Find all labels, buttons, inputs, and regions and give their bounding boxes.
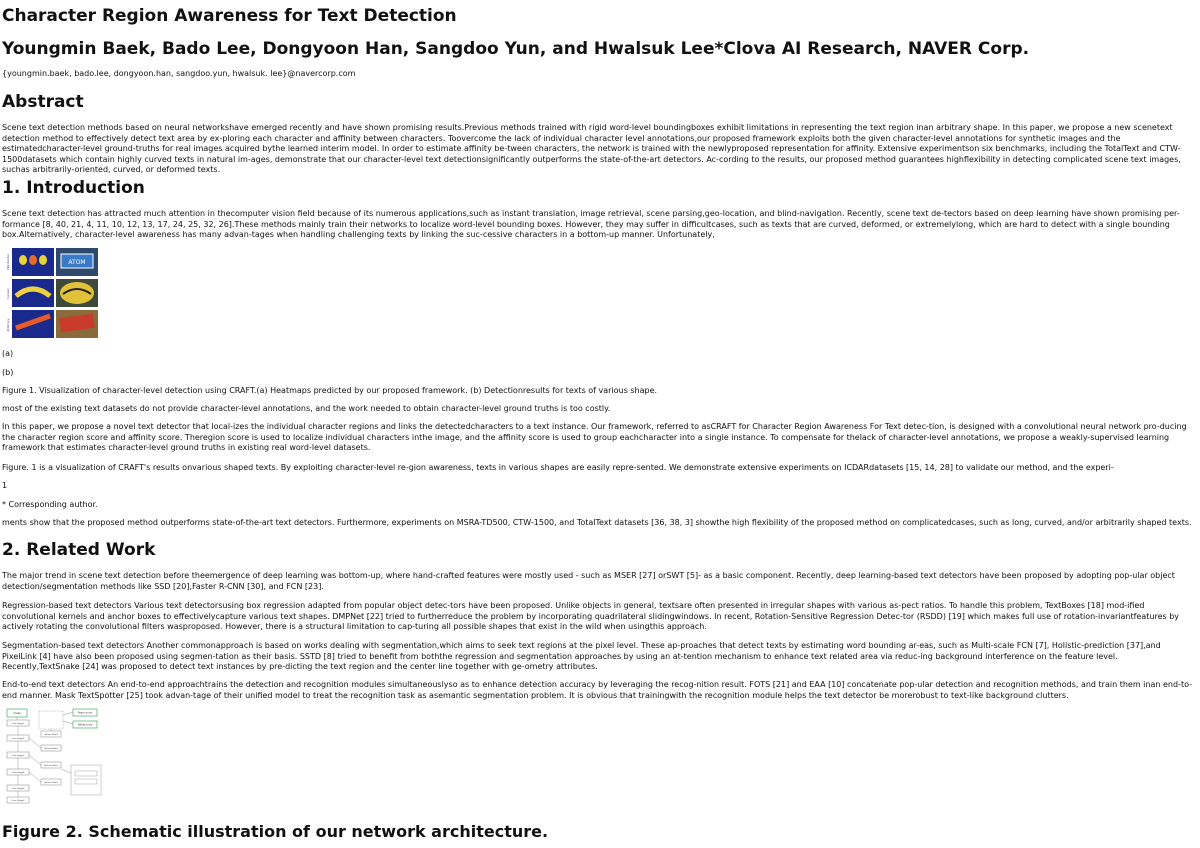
footnote-number: 1: [2, 481, 8, 490]
figure-1-image: [6, 246, 100, 340]
intro-heading: 1. Introduction: [2, 178, 145, 198]
fig1-sign-text: ATOM: [68, 259, 86, 266]
intro-paragraph-5: ments show that the proposed method outperforms state-of-the-art text detectors. Furthermore, experiments on MSRA-TD500, CTW-1500, and TotalText datasets [36, 38, 3] showthe high flexibility of the proposed method on complicatedcases, such as long, curved, and/or arbitrarily shaped texts.: [2, 518, 1192, 527]
fig2-output-label: Region score: [77, 711, 93, 715]
paper-title: Character Region Awareness for Text Detection: [2, 6, 457, 26]
fig2-upconv-label: UpConv Block: [44, 748, 58, 750]
fig2-upconv-label: UpConv Block: [44, 765, 58, 767]
fig1-row-label: Arbitrary: [6, 318, 10, 332]
fig2-upconv-label: UpConv Block: [44, 782, 58, 784]
fig2-conv-label: Conv Stage6: [11, 800, 25, 802]
intro-paragraph-1: Scene text detection has attracted much attention in thecomputer vision field because of its numerous applications,such as instant translation, image retrieval, scene parsing,geo-location, and blind-navigation. Recently, scene text de-tectors based on deep learning have shown promising per-formance [8, 40, 21, 4, 11, 10, 12, 13, 17, 24, 25, 32, 26].These methods mainly train their networks to localize word-level bounding boxes. However, they may suffer in difficultcases, such as texts that are curved, deformed, or extremelylong, which are hard to detect with a single bounding box.Alternatively, character-level awareness has many advan-tages when handling challenging texts by linking the suc-cessive characters in a bottom-up manner. Unfortunately,: [2, 209, 1180, 239]
fig2-conv-label: Conv Stage2: [11, 738, 25, 740]
fig2-conv-label: Conv Stage5: [11, 788, 25, 790]
intro-paragraph-2: most of the existing text datasets do not provide character-level annotations, and the work needed to obtain character-level ground truths is too costly.: [2, 404, 611, 413]
fig2-caption: Figure 2. Schematic illustration of our network architecture.: [2, 822, 549, 841]
related-paragraph-4: End-to-end text detectors An end-to-end approachtrains the detection and recognition modules simultaneouslyso as to enhance detection accuracy by leveraging the recog-nition result. FOTS [21] and EAA [10] concatenate pop-ular detection and recognition methods, and train them inan end-to-end manner. Mask TextSpotter [25] took advan-tage of their unified model to treat the recognition task as asemantic segmentation problem. It is obvious that trainingwith the recognition module helps the text detector be morerobust to text-like background clutters.: [2, 680, 1193, 700]
fig2-upconv-label: UpConv Block: [44, 734, 58, 736]
abstract-heading: Abstract: [2, 92, 84, 112]
related-work-heading: 2. Related Work: [2, 540, 156, 560]
paper-authors: Youngmin Baek, Bado Lee, Dongyoon Han, Sangdoo Yun, and Hwalsuk Lee*Clova AI Research, NAVER Corp.: [2, 39, 1030, 59]
fig1-heat-blob: [39, 255, 47, 265]
abstract-text: Scene text detection methods based on neural networkshave emerged recently and have shown promising results.Previous methods trained with rigid word-level boundingboxes exhibit limitations in representing the text region inan arbitrary shape. In this paper, we propose a new scenetext detection method to effectively detect text area by ex-ploring each character and affinity between characters. Toovercome the lack of individual character level annotations,our proposed framework exploits both the given character-level annotations for synthetic images and the estimatedcharacter-level ground-truths for real images acquired bythe learned interim model. In order to estimate affinity be-tween characters, the network is trained with the newlyproposed representation for affinity. Extensive experimentson six benchmarks, including the TotalText and CTW-1500datasets which contain highly curved texts in natural im-ages, demonstrate that our character-level text detectionsignificantly outperforms the state-of-the-art detectors. Ac-cording to the results, our proposed method guarantees highflexibility in detecting complicated scene text images, suchas arbitrarily-oriented, curved, or deformed texts.: [2, 123, 1181, 174]
fig2-input-label: Image: [13, 712, 21, 715]
fig1-label-b: (b): [2, 368, 14, 377]
fig1-row-label: Horizontal: [6, 254, 10, 270]
intro-paragraph-3: In this paper, we propose a novel text detector that local-izes the individual character regions and links the detectedcharacters to a text instance. Our framework, referred to asCRAFT for Character Region Awareness For Text detec-tion, is designed with a convolutional neural network pro-ducing the character region score and affinity score. Theregion score is used to localize individual characters inthe image, and the affinity score is used to group eachcharacter into a single instance. To compensate for thelack of character-level annotations, we propose a weakly-supervised learning framework that estimates character-level ground truths in existing real word-level datasets.: [2, 422, 1187, 452]
fig1-caption: Figure 1. Visualization of character-level detection using CRAFT.(a) Heatmaps predicted by our proposed framework. (b) Detectionresults for texts of various shape.: [2, 386, 658, 395]
figure-2-diagram: [5, 707, 103, 805]
intro-paragraph-4: Figure. 1 is a visualization of CRAFT's results onvarious shaped texts. By exploiting character-level re-gion awareness, texts in various shapes are easily repre-sented. We demonstrate extensive experiments on ICDARdatasets [15, 14, 28] to validate our method, and the experi-: [2, 463, 1114, 472]
related-paragraph-1: The major trend in scene text detection before theemergence of deep learning was bottom-up, where hand-crafted features were mostly used - such as MSER [27] orSWT [5]- as a basic component. Recently, deep learning-based text detectors have been proposed by adopting pop-ular object detection/segmentation methods like SSD [20],Faster R-CNN [30], and FCN [23].: [2, 571, 1175, 591]
fig1-label-a: (a): [2, 349, 14, 358]
footnote-text: * Corresponding author.: [2, 500, 98, 509]
fig2-detail-layer: [75, 771, 97, 776]
related-paragraph-2: Regression-based text detectors Various text detectorsusing box regression adapted from popular object detec-tors have been proposed. Unlike objects in general, textsare often presented in irregular shapes with various as-pect ratios. To handle this problem, TextBoxes [18] mod-ified convolutional kernels and anchor boxes to effectivelycapture various text shapes. DMPNet [22] tried to furtherreduce the problem by incorporating quadrilateral slidingwindows. In recent, Rotation-Sensitive Regression Detec-tor (RSDD) [19] which makes full use of rotation-invariantfeatures by actively rotating the convolutional filters wasproposed. However, there is a structural limitation to cap-turing all possible shapes that exist in the wild when usingthis approach.: [2, 601, 1180, 631]
fig1-row-label: Curved: [6, 288, 10, 300]
fig2-conv-label: Conv Stage4: [11, 772, 25, 774]
fig2-conv-label: Conv Stage1: [11, 723, 25, 725]
fig1-heat-blob: [19, 255, 27, 265]
related-paragraph-3: Segmentation-based text detectors Another commonapproach is based on works dealing with segmentation,which aims to seek text regions at the pixel level. These ap-proaches that detect texts by estimating word bounding ar-eas, such as Multi-scale FCN [7], Holistic-prediction [37],and PixelLink [4] have also been proposed using segmen-tation as their basis. SSTD [8] tried to benefit from boththe regression and segmentation approaches by using an at-tention mechanism to enhance text related area via reduc-ing background interference on the feature level. Recently,TextSnake [24] was proposed to detect text instances by pre-dicting the text region and the center line together with ge-ometry attributes.: [2, 641, 1161, 671]
author-emails: {youngmin.baek, bado.lee, dongyoon.han, sangdoo.yun, hwalsuk. lee}@navercorp.com: [2, 69, 356, 78]
fig2-detail-layer: [75, 779, 97, 784]
fig2-output-label: Affinity score: [77, 723, 93, 727]
fig1-heat-blob: [29, 255, 37, 265]
fig2-conv-label: Conv Stage3: [11, 755, 25, 757]
